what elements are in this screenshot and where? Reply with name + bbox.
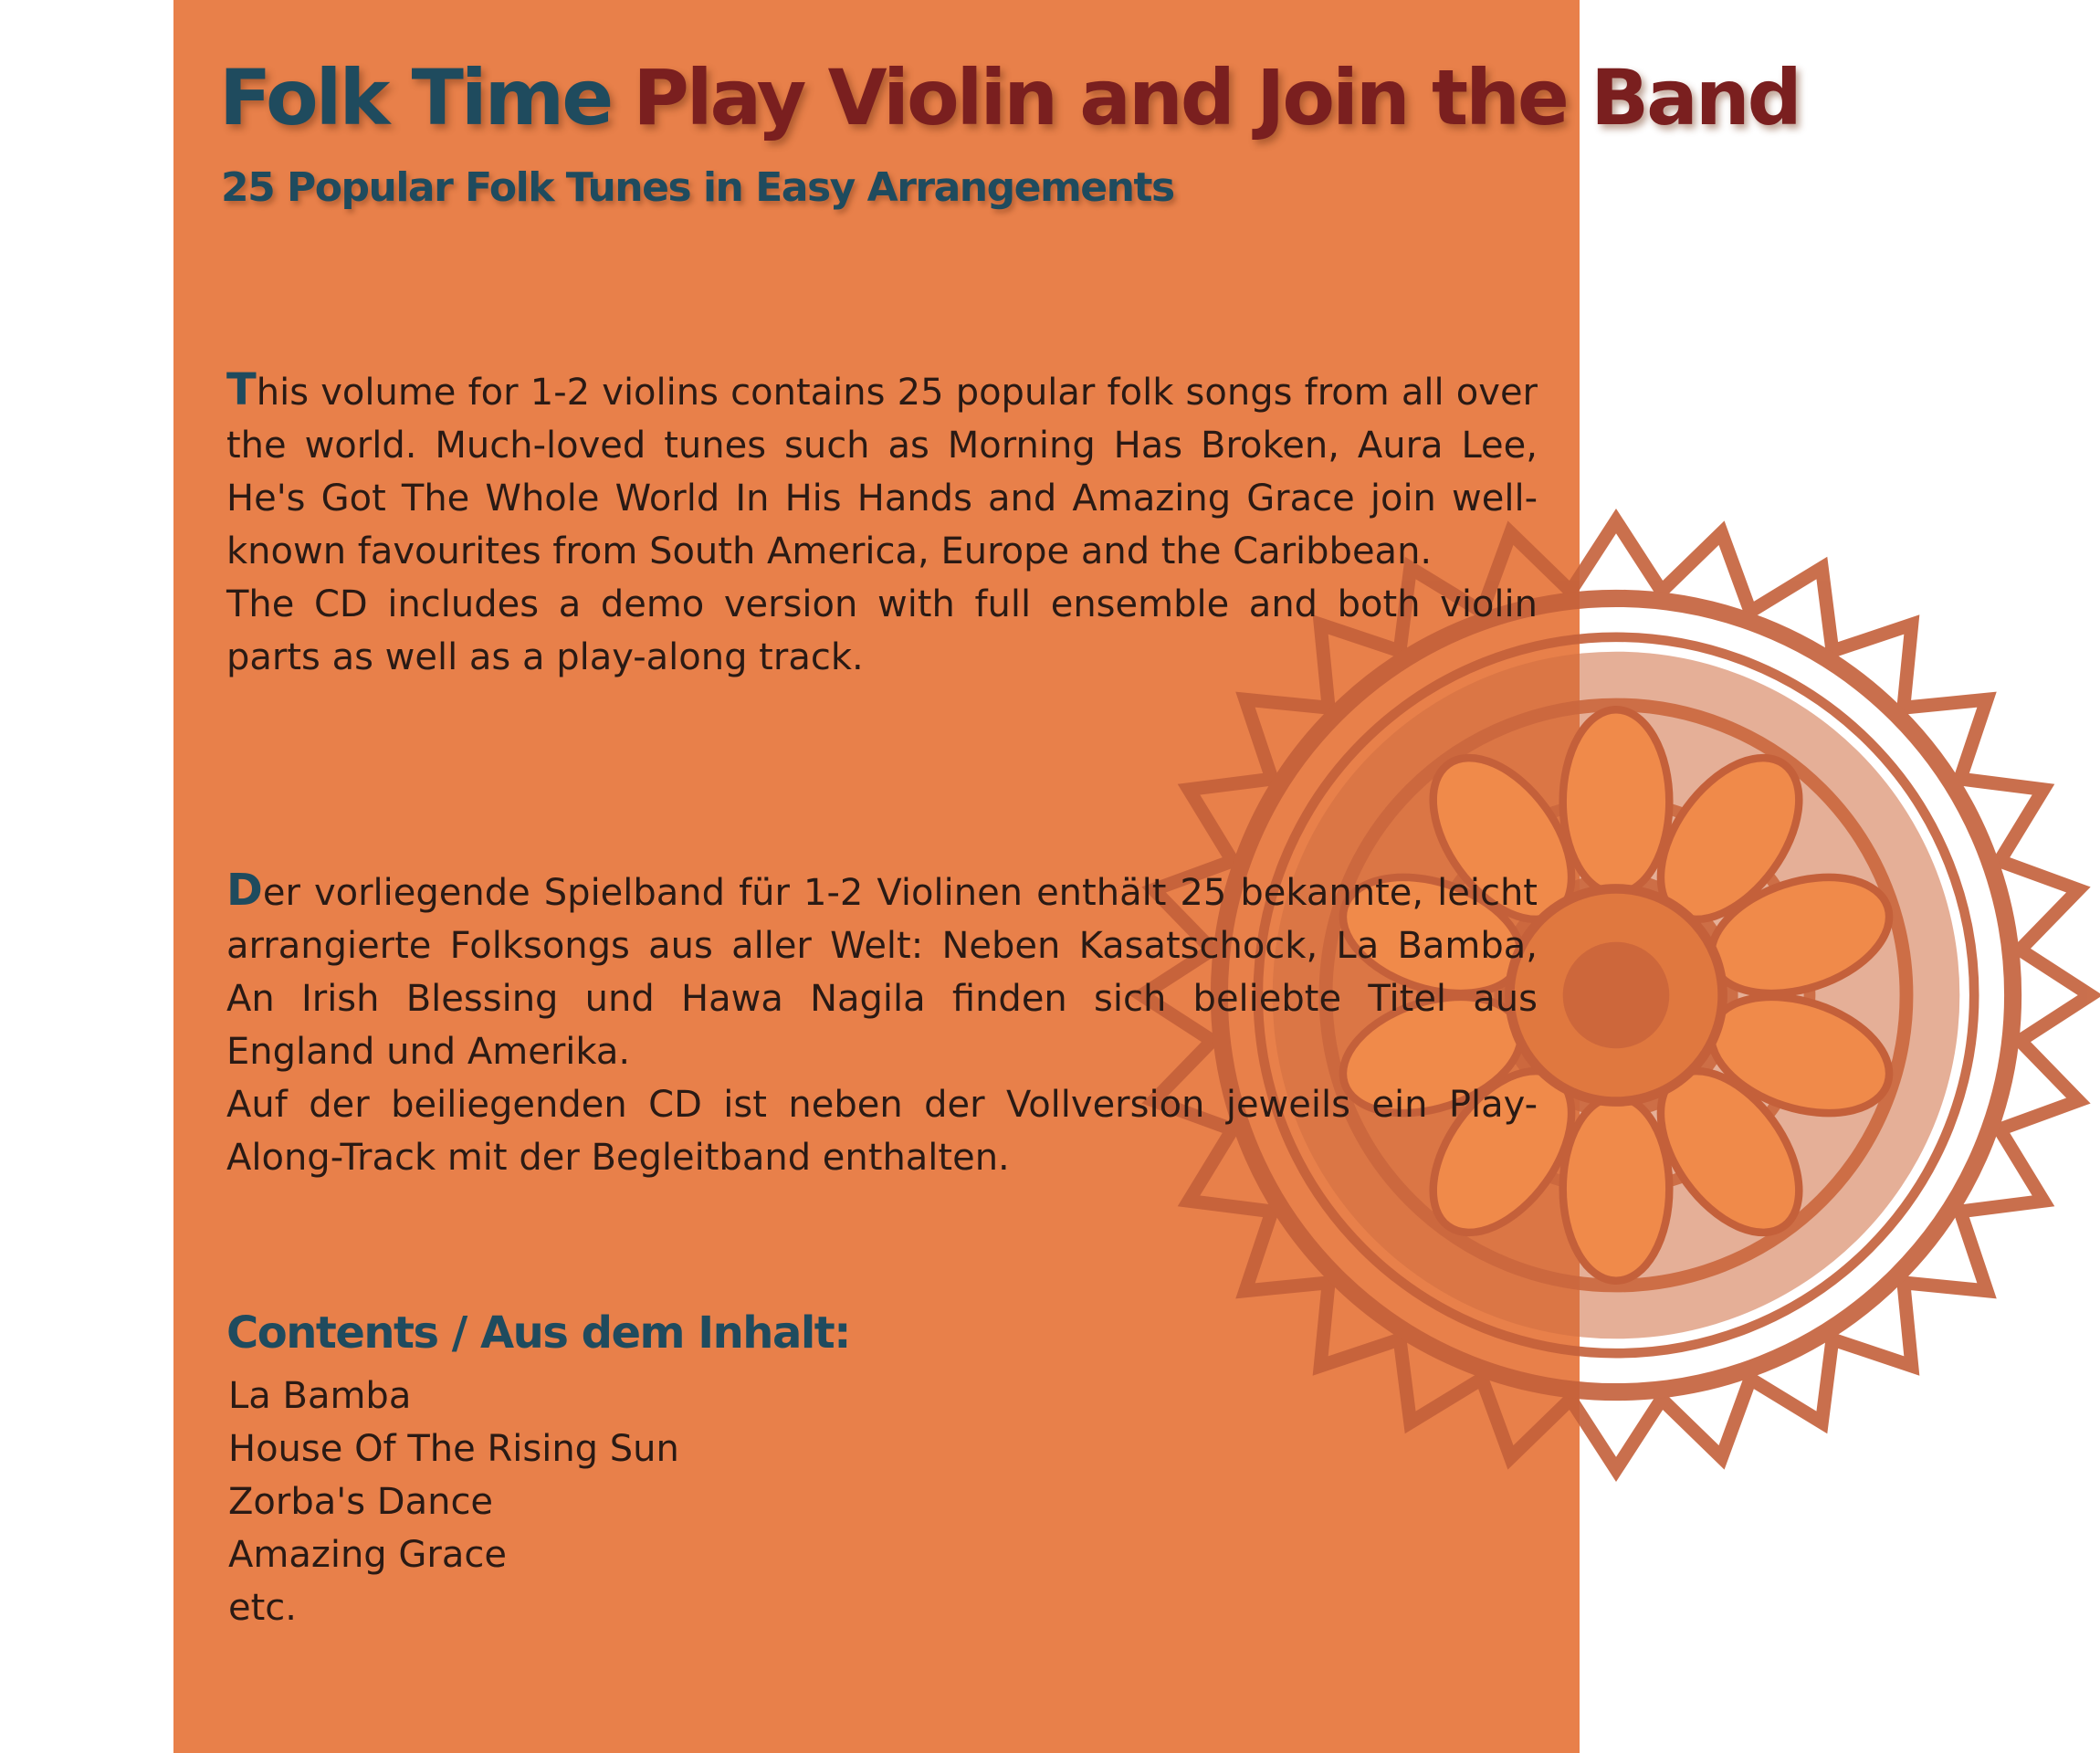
- contents-heading: Contents / Aus dem Inhalt:: [226, 1307, 850, 1359]
- back-cover: [173, 0, 1800, 1753]
- german-paragraph-2: Auf der beiliegenden CD ist neben der Vollversion jeweils ein Play-Along-Track mit der Begleitband enthalten.: [226, 1084, 1538, 1179]
- list-item: Zorba's Dance: [228, 1481, 494, 1523]
- english-paragraph-2: The CD includes a demo version with full ensemble and both violin parts as well as a play-along track.: [226, 583, 1538, 678]
- german-description: [226, 864, 1538, 1184]
- list-item: House Of The Rising Sun: [228, 1428, 679, 1470]
- main-title: Play Violin and Join the Band: [633, 53, 1800, 142]
- contents-list: [228, 1370, 679, 1634]
- german-dropcap: D: [226, 865, 263, 916]
- book-title: [219, 53, 1800, 142]
- english-paragraph-1-text: his volume for 1-2 violins contains 25 popular folk songs from all over the world. Much-loved tunes such as Morning Has Broken, Aura Lee, He's Got The Whole World In His Hands and Amazing Grace join well-known favourites from South America, Europe and the Caribbean.: [226, 372, 1538, 572]
- list-item: Amazing Grace: [228, 1534, 507, 1576]
- german-paragraph-1-text: er vorliegende Spielband für 1-2 Violinen enthält 25 bekannte, leicht arrangierte Folksongs aus aller Welt: Neben Kasatschock, La Bamba, An Irish Blessing und Hawa Nagila finden sich beliebte Titel aus England und Amerika.: [226, 872, 1538, 1073]
- english-paragraph-1: [226, 363, 1538, 578]
- english-description: [226, 363, 1538, 684]
- subtitle: 25 Popular Folk Tunes in Easy Arrangements: [221, 164, 1174, 211]
- list-item: La Bamba: [228, 1375, 412, 1417]
- series-title: Folk Time: [219, 53, 612, 142]
- english-dropcap: T: [226, 364, 257, 415]
- german-paragraph-1: [226, 864, 1538, 1078]
- list-item: etc.: [228, 1587, 297, 1629]
